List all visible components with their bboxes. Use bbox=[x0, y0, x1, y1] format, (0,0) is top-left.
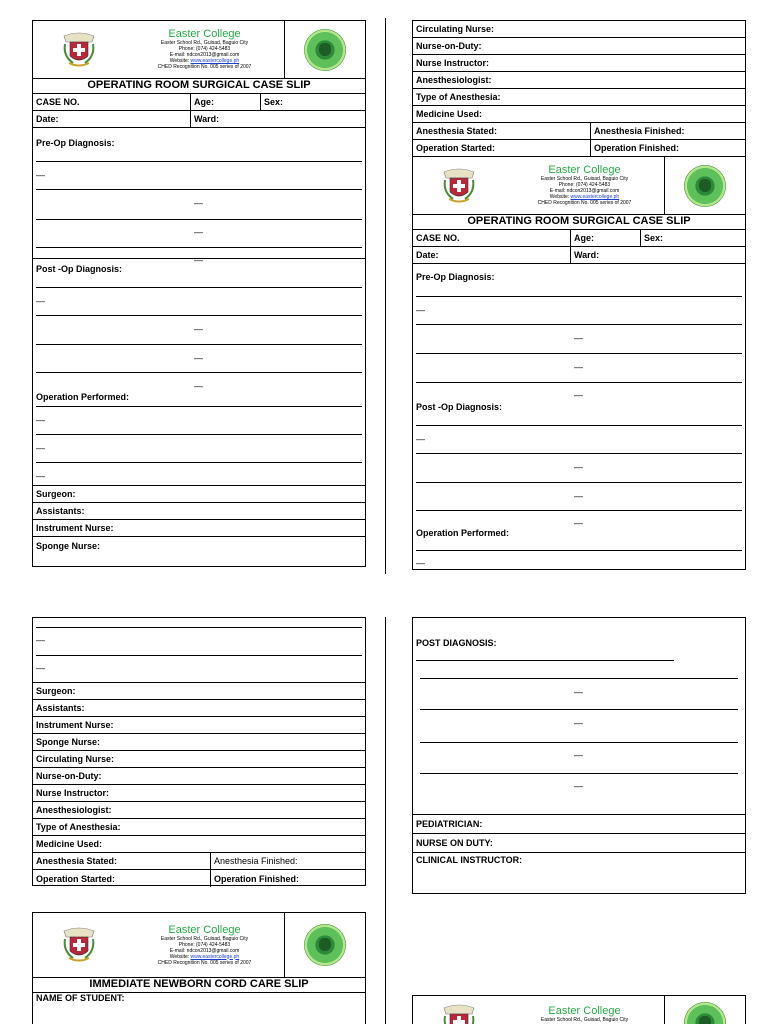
college-address: Easter School Rd., Guisad, Baguio City bbox=[160, 40, 249, 46]
date-field[interactable]: Date: bbox=[36, 114, 59, 124]
website-link[interactable]: www.eastercollege.ph bbox=[570, 194, 620, 200]
assistants-field[interactable]: Assistants: bbox=[36, 703, 85, 713]
college-header bbox=[413, 157, 745, 215]
college-name: Easter College bbox=[168, 923, 241, 936]
ched-recognition: CHED Recognition No. 005 series of 2007 bbox=[157, 64, 252, 70]
separator-line-top bbox=[385, 18, 386, 574]
operation-performed-label: Operation Performed: bbox=[416, 528, 510, 538]
operation-finished-field[interactable]: Operation Finished: bbox=[210, 870, 365, 887]
ward-field[interactable]: Ward: bbox=[190, 111, 365, 127]
pre-op-diagnosis-section[interactable]: Pre-Op Diagnosis: — — — — bbox=[33, 128, 365, 259]
or-slip-form-2 bbox=[412, 20, 746, 570]
operation-started-field[interactable]: Operation Started: bbox=[36, 873, 116, 884]
anesthesia-finished-field[interactable]: Anesthesia Finished: bbox=[210, 853, 365, 869]
website-link[interactable]: www.eastercollege.ph bbox=[190, 953, 240, 960]
clinical-instructor-field[interactable]: CLINICAL INSTRUCTOR: bbox=[416, 855, 523, 865]
instrument-nurse-field[interactable]: Instrument Nurse: bbox=[36, 523, 114, 533]
cord-care-slip-form bbox=[32, 912, 366, 1024]
type-of-anesthesia-field[interactable]: Type of Anesthesia: bbox=[36, 822, 121, 832]
college-phone: Phone: (074) 424-5483 bbox=[178, 46, 231, 52]
college-address: Easter School Rd., Guisad, Baguio City bbox=[540, 176, 629, 182]
case-no-field[interactable]: CASE NO. bbox=[416, 233, 460, 243]
sex-field[interactable]: Sex: bbox=[260, 94, 365, 110]
college-crest-icon bbox=[59, 925, 99, 965]
operation-started-field[interactable]: Operation Started: bbox=[416, 143, 496, 153]
website-label: Website: bbox=[549, 194, 571, 200]
college-seal-icon bbox=[304, 924, 346, 966]
college-header bbox=[413, 996, 745, 1024]
anesthesia-stated-field[interactable]: Anesthesia Stated: bbox=[416, 126, 498, 136]
college-seal-icon bbox=[684, 165, 726, 207]
nurse-instructor-field[interactable]: Nurse Instructor: bbox=[36, 788, 110, 798]
operation-performed-continued[interactable]: — — bbox=[33, 618, 365, 683]
age-field[interactable]: Age: bbox=[570, 230, 640, 246]
surgeon-field[interactable]: Surgeon: bbox=[36, 489, 76, 499]
post-diagnosis-label: POST DIAGNOSIS: bbox=[416, 638, 497, 648]
college-seal-icon bbox=[304, 29, 346, 71]
college-crest-icon bbox=[59, 30, 99, 70]
type-of-anesthesia-field[interactable]: Type of Anesthesia: bbox=[416, 92, 501, 102]
college-name: Easter College bbox=[168, 28, 241, 40]
college-seal-icon bbox=[684, 1002, 726, 1024]
pre-op-diagnosis-section[interactable]: Pre-Op Diagnosis: — — — — bbox=[413, 264, 745, 392]
date-field[interactable]: Date: bbox=[416, 250, 439, 260]
post-op-diagnosis-section[interactable]: Post -Op Diagnosis: — — — — bbox=[33, 259, 365, 387]
operation-performed-section[interactable]: Operation Performed: — bbox=[413, 520, 745, 570]
ched-recognition: CHED Recognition No. 005 series of 2007 bbox=[157, 959, 252, 966]
operation-performed-label: Operation Performed: bbox=[36, 392, 130, 402]
college-header bbox=[33, 21, 365, 79]
pediatrician-field[interactable]: PEDIATRICIAN: bbox=[416, 819, 483, 829]
anesthesiologist-field[interactable]: Anesthesiologist: bbox=[36, 805, 112, 815]
or-slip-form-1-continued bbox=[32, 617, 366, 886]
medicine-used-field[interactable]: Medicine Used: bbox=[36, 839, 103, 849]
post-op-diagnosis-section[interactable]: Post -Op Diagnosis: — — — — bbox=[413, 392, 745, 520]
college-phone: Phone: (074) 424-5483 bbox=[178, 941, 231, 948]
cord-care-title: IMMEDIATE NEWBORN CORD CARE SLIP bbox=[33, 978, 365, 993]
form-title: OPERATING ROOM SURGICAL CASE SLIP bbox=[33, 79, 365, 94]
sponge-nurse-field[interactable]: Sponge Nurse: bbox=[36, 540, 101, 551]
post-op-label: Post -Op Diagnosis: bbox=[36, 264, 123, 274]
post-op-label: Post -Op Diagnosis: bbox=[416, 402, 503, 412]
operation-performed-section[interactable]: Operation Performed: — — — bbox=[33, 387, 365, 486]
circulating-nurse-field[interactable]: Circulating Nurse: bbox=[416, 24, 495, 34]
nurse-on-duty-field[interactable]: Nurse-on-Duty: bbox=[36, 771, 102, 781]
separator-line-bottom bbox=[385, 617, 386, 1024]
nurse-on-duty-field[interactable]: NURSE ON DUTY: bbox=[416, 838, 493, 848]
college-crest-icon bbox=[439, 1002, 479, 1024]
form-title: OPERATING ROOM SURGICAL CASE SLIP bbox=[413, 215, 745, 230]
website-label: Website: bbox=[169, 953, 191, 960]
college-email: E-mail: ndcon2013@gmail.com bbox=[169, 52, 240, 58]
college-email: E-mail: ndcon2013@gmail.com bbox=[549, 188, 620, 194]
college-header bbox=[33, 913, 365, 978]
newborn-diagnosis-form bbox=[412, 617, 746, 894]
pre-op-label: Pre-Op Diagnosis: bbox=[36, 138, 115, 148]
anesthesia-finished-field[interactable]: Anesthesia Finished: bbox=[590, 123, 745, 139]
pre-op-label: Pre-Op Diagnosis: bbox=[416, 272, 495, 282]
nurse-on-duty-field[interactable]: Nurse-on-Duty: bbox=[416, 41, 482, 51]
anesthesia-stated-field[interactable]: Anesthesia Stated: bbox=[36, 856, 118, 866]
college-phone: Phone: (074) 424-5483 bbox=[558, 182, 611, 188]
college-address: Easter School Rd., Guisad, Baguio City bbox=[160, 935, 249, 942]
sex-field[interactable]: Sex: bbox=[640, 230, 745, 246]
name-of-student-field[interactable]: NAME OF STUDENT: bbox=[36, 993, 125, 1003]
website-link[interactable]: www.eastercollege.ph bbox=[190, 58, 240, 64]
instrument-nurse-field[interactable]: Instrument Nurse: bbox=[36, 720, 114, 730]
college-email: E-mail: ndcon2013@gmail.com bbox=[169, 947, 240, 954]
college-address: Easter School Rd., Guisad, Baguio City bbox=[540, 1017, 629, 1023]
post-diagnosis-section[interactable]: POST DIAGNOSIS: — — — — bbox=[413, 618, 745, 815]
college-crest-icon bbox=[439, 166, 479, 206]
operation-finished-field[interactable]: Operation Finished: bbox=[590, 140, 745, 156]
case-no-field[interactable]: CASE NO. bbox=[36, 97, 80, 107]
surgeon-field[interactable]: Surgeon: bbox=[36, 686, 76, 696]
age-field[interactable]: Age: bbox=[190, 94, 260, 110]
next-slip-form bbox=[412, 995, 746, 1024]
circulating-nurse-field[interactable]: Circulating Nurse: bbox=[36, 754, 115, 764]
nurse-instructor-field[interactable]: Nurse Instructor: bbox=[416, 58, 490, 68]
sponge-nurse-field[interactable]: Sponge Nurse: bbox=[36, 737, 101, 747]
website-label: Website: bbox=[169, 58, 191, 64]
college-name: Easter College bbox=[548, 1005, 621, 1017]
college-name: Easter College bbox=[548, 164, 621, 176]
medicine-used-field[interactable]: Medicine Used: bbox=[416, 109, 483, 119]
or-slip-form-1 bbox=[32, 20, 366, 567]
anesthesiologist-field[interactable]: Anesthesiologist: bbox=[416, 75, 492, 85]
ward-field[interactable]: Ward: bbox=[570, 247, 745, 263]
assistants-field[interactable]: Assistants: bbox=[36, 506, 85, 516]
ched-recognition: CHED Recognition No. 005 series of 2007 bbox=[537, 200, 632, 206]
